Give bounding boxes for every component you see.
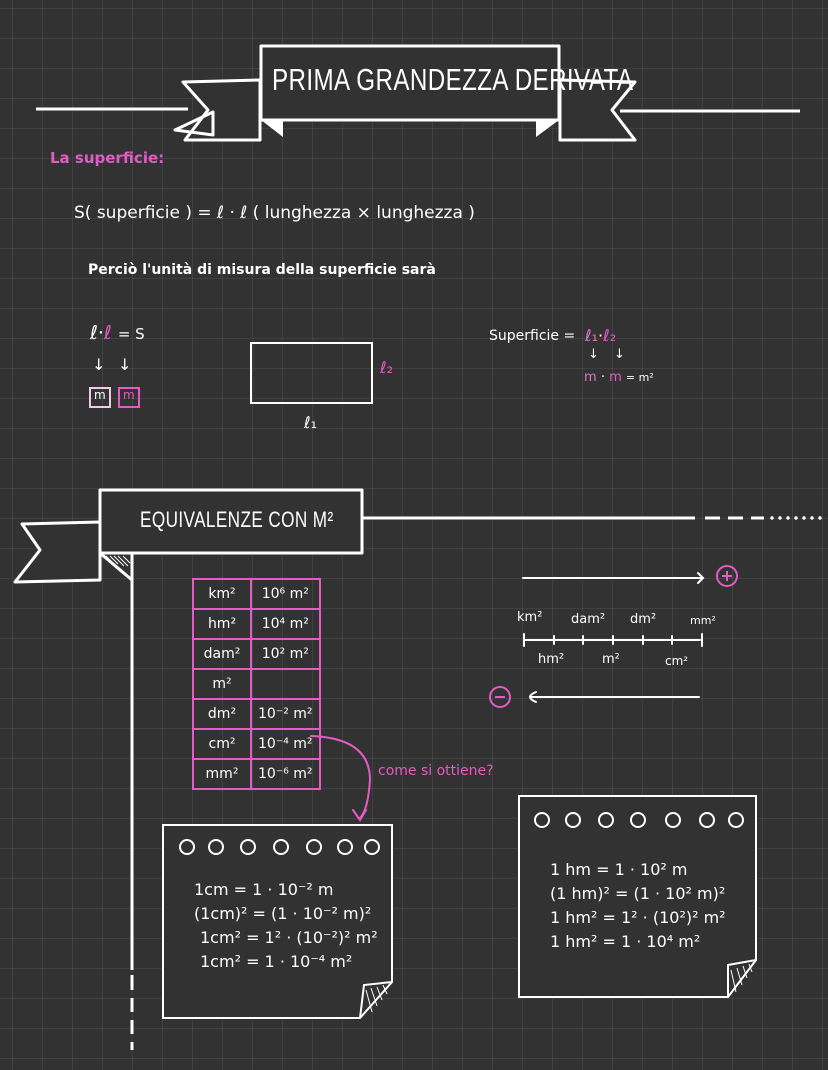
table-row [193,759,320,789]
result [584,370,654,385]
note-line: 1 hm² = 1² · (10²)² m² [550,908,726,927]
note-line: 1 hm² = 1 · 10⁴ m² [550,932,701,951]
value-cell: 10⁶ m² [251,579,320,609]
term-l1: ℓ₁ [585,326,599,345]
equals-s: = S [117,325,145,343]
value-cell: 10² m² [251,639,320,669]
unit-m-box: m [94,388,106,402]
term-l2: ℓ₂ [603,326,617,345]
terms [585,326,616,345]
unit-cell: dm² [193,699,251,729]
dots-trail [770,516,821,519]
table-row [193,729,320,759]
unit-cell: km² [193,579,251,609]
page-title: PRIMA GRANDEZZA DERIVATA [272,62,634,97]
unit-m-box: m [123,388,135,402]
unit-cell: m² [193,669,251,699]
result-m2: = m² [625,371,654,384]
unit-cell: cm² [193,729,251,759]
scale-label-m2: m² [602,652,620,667]
annotation: come si ottiene? [378,763,494,779]
value-cell: 10⁴ m² [251,609,320,639]
term-l: ℓ [90,322,98,344]
term-l-pink: ℓ [103,322,112,344]
unit-m: m [609,370,622,385]
scale-label-km2: km² [517,610,543,625]
section-title: EQUIVALENZE CON M² [140,507,334,532]
dot: · [97,322,104,344]
table-row [193,669,320,699]
table-row [193,579,320,609]
scale-label-mm2: mm² [690,614,716,627]
unit-cell: mm² [193,759,251,789]
arrow-down-icon: ↓ [588,347,599,362]
superficie-label: Superficie = [489,328,576,344]
formula: S( superficie ) = ℓ · ℓ ( lunghezza × lunghezza ) [74,203,475,223]
note-line: (1 hm)² = (1 · 10² m)² [550,884,726,903]
scale-label-dam2: dam² [571,612,606,627]
value-cell [251,669,320,699]
table-row [193,639,320,669]
scale-label-dm2: dm² [630,612,657,627]
side-label-l2: ℓ₂ [380,358,394,377]
equivalence-table [192,578,321,790]
note-right [550,858,726,954]
note-line: (1cm)² = (1 · 10⁻² m)² [194,904,372,923]
dot: · [600,370,605,385]
scale-label-hm2: hm² [538,652,565,667]
table-row [193,699,320,729]
note-line: 1 hm = 1 · 10² m [550,860,688,879]
unit-m: m [584,370,597,385]
value-cell: 10⁻⁴ m² [251,729,320,759]
table-row [193,609,320,639]
section-heading: La superficie: [50,149,165,167]
value-cell: 10⁻² m² [251,699,320,729]
note-line: 1cm = 1 · 10⁻² m [194,880,334,899]
value-cell: 10⁻⁶ m² [251,759,320,789]
arrow-down-icon: ↓ [614,347,625,362]
scale-label-cm2: cm² [665,654,689,668]
arrow-down-icon: ↓ [118,355,132,374]
side-label-l1: ℓ₁ [304,413,318,432]
note-line: 1cm² = 1 · 10⁻⁴ m² [200,952,353,971]
unit-cell: hm² [193,609,251,639]
arrow-down-icon: ↓ [92,355,106,374]
subtext: Perciò l'unità di misura della superficie sarà [88,262,436,278]
note-left [194,878,378,974]
equation-left [90,322,145,344]
dot: · [598,326,604,345]
rectangle-shape [251,343,372,403]
unit-cell: dam² [193,639,251,669]
note-line: 1cm² = 1² · (10⁻²)² m² [200,928,378,947]
